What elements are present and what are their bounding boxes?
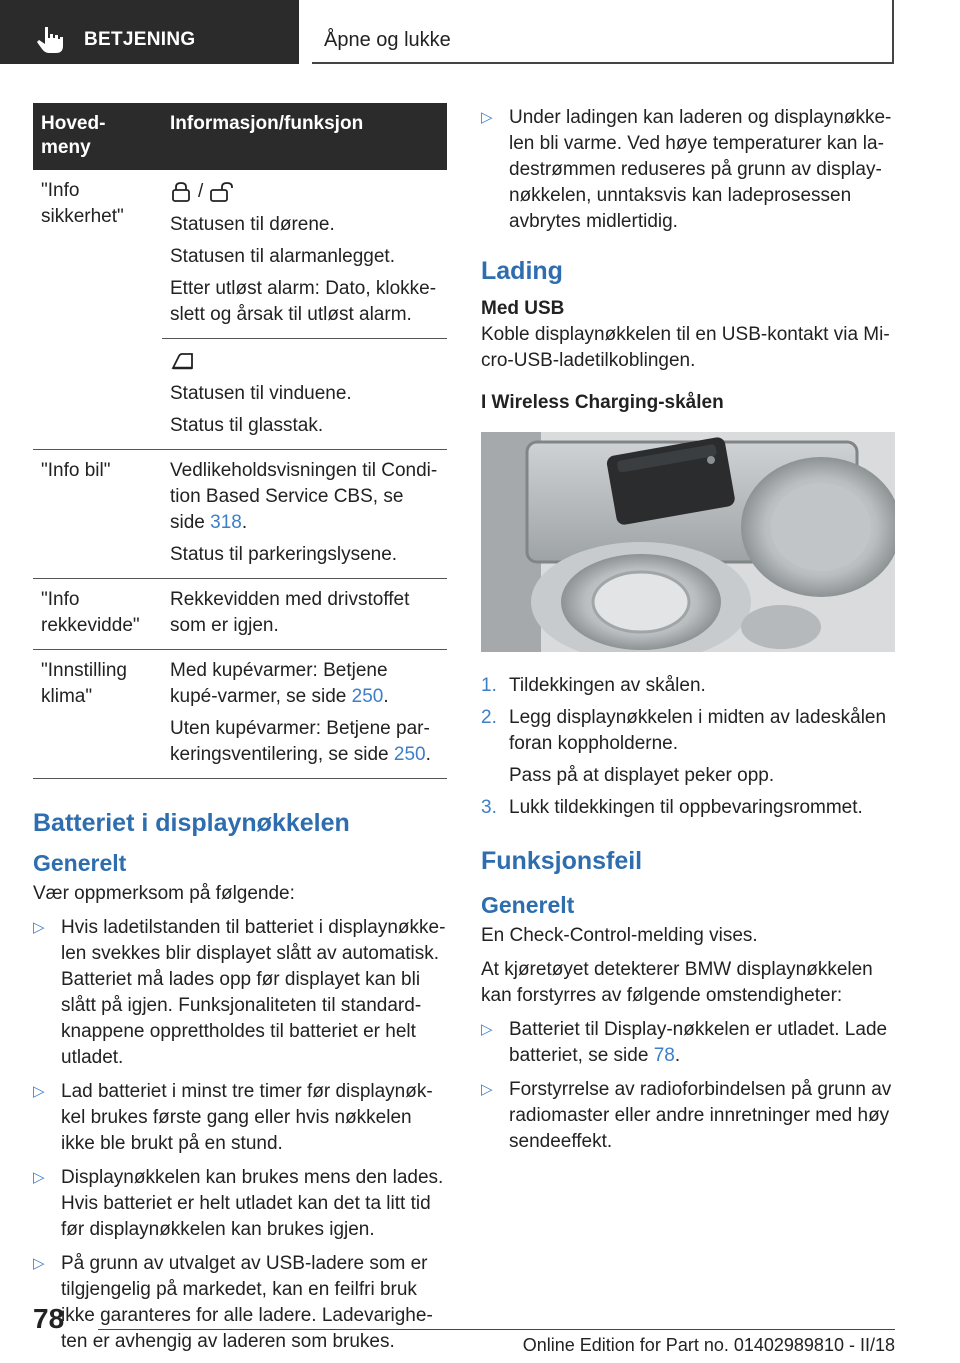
info-line: Statusen til vinduene. [170, 383, 352, 404]
row-info [162, 650, 447, 779]
wireless-charging-tray-photo [481, 432, 895, 652]
battery-list-continued [481, 105, 895, 235]
battery-general-heading: Generelt [33, 850, 127, 876]
info-line: Status til parkeringslysene. [170, 544, 398, 565]
list-item: ▷ Under ladingen kan laderen og displaynøkke-len bli varme. Ved høye temperaturer kan la-destrømmen reduseres på grunn av display-nøkkelen, unntaksvis kan ladeprosessen avbrytes midlertidig. [481, 107, 892, 232]
table-header-menu: Hoved-meny [33, 103, 162, 170]
info-line: Statusen til alarmanlegget. [170, 246, 395, 267]
footer-rule [98, 1329, 895, 1330]
malfunction-heading: Funksjonsfeil [481, 847, 643, 875]
page-link[interactable]: 250 [351, 686, 384, 707]
left-column [33, 103, 447, 1363]
list-item: ▷ Hvis ladetilstanden til batteriet i displaynøkke-len svekkes blir displayet slått av automatisk. Batteriet må lades opp før displayet kan bli slått på igjen. Funksjonaliteten til standard-knappene opprettholdes til batteriet er helt utladet. [33, 917, 446, 1068]
malfunction-general-heading: Generelt [481, 892, 575, 918]
battery-list [33, 915, 447, 1355]
menu-table [33, 103, 447, 779]
info-line: Rekkevidden med drivstoffet som er igjen. [170, 589, 410, 636]
info-line: Uten kupévarmer: Betjene par-keringsventilering, se side 250. [170, 718, 431, 765]
lock-closed-icon [170, 181, 192, 203]
triangle-bullet-icon: ▷ [33, 919, 45, 936]
edition-note: Online Edition for Part no. 01402989810 - II/18 [522, 1335, 895, 1355]
list-item: 2. Legg displaynøkkelen i midten av ladeskålen foran koppholderne. Pass på at displayet peker opp. [481, 705, 895, 789]
info-line: Med kupévarmer: Betjene kupé-varmer, se side 250. [170, 660, 389, 707]
triangle-bullet-icon: ▷ [481, 1081, 493, 1098]
step-note: Pass på at displayet peker opp. [509, 765, 775, 786]
row-label: "Info rekkevidde" [33, 579, 162, 650]
table-row [33, 170, 447, 339]
battery-intro: Vær oppmerksom på følgende: [33, 883, 295, 904]
info-line: Etter utløst alarm: Dato, klokke-slett og årsak til utløst alarm. [170, 278, 437, 325]
list-item: ▷ Displaynøkkelen kan brukes mens den lades. Hvis batteriet er helt utladet kan det ta litt tid før displaynøkkelen kan brukes igjen. [33, 1167, 444, 1240]
battery-heading: Batteriet i displaynøkkelen [33, 809, 350, 837]
info-line: Statusen til dørene. [170, 214, 335, 235]
charging-steps [481, 673, 895, 821]
step-number: 2. [481, 707, 497, 728]
row-info [162, 579, 447, 650]
section-label: BETJENING [84, 29, 196, 50]
malfunction-p2: At kjøretøyet detekterer BMW displaynøkkelen kan forstyrres av følgende omstendigheter: [481, 959, 873, 1006]
row-label: "Info bil" [33, 450, 162, 579]
window-icon [170, 350, 196, 372]
table-row [33, 450, 447, 579]
lock-status-icons [170, 178, 439, 206]
malfunction-p1: En Check-Control-melding vises. [481, 925, 758, 946]
table-header-info: Informasjon/funksjon [162, 103, 447, 170]
row-info [162, 339, 447, 450]
triangle-bullet-icon: ▷ [481, 109, 493, 126]
info-line: Vedlikeholdsvisningen til Condi-tion Based Service CBS, se side 318. [170, 460, 438, 533]
row-label: "Innstilling klima" [33, 650, 162, 779]
charging-heading: Lading [481, 257, 563, 285]
triangle-bullet-icon: ▷ [481, 1021, 493, 1038]
window-status-icons [170, 347, 439, 375]
wireless-heading: I Wireless Charging-skålen [481, 392, 724, 413]
page-number: 78 [33, 1303, 65, 1334]
page-link[interactable]: 78 [653, 1045, 675, 1066]
chapter-header [312, 0, 894, 64]
table-row [33, 579, 447, 650]
icon-separator: / [198, 181, 204, 202]
list-item: ▷ Forstyrrelse av radioforbindelsen på grunn av radiomaster eller andre innretninger med høy sendeeffekt. [481, 1079, 892, 1152]
step-number: 1. [481, 675, 497, 696]
row-label: "Info sikkerhet" [33, 170, 162, 450]
chapter-title: Åpne og lukke [324, 29, 451, 51]
list-item: 3. Lukk tildekkingen til oppbevaringsrommet. [481, 795, 895, 821]
table-row [33, 650, 447, 779]
step-number: 3. [481, 797, 497, 818]
section-header [0, 0, 299, 64]
right-column [481, 103, 895, 1163]
page-link[interactable]: 318 [210, 512, 242, 533]
page-link[interactable]: 250 [393, 744, 426, 765]
row-info [162, 450, 447, 579]
usb-heading: Med USB [481, 298, 565, 319]
hand-pointer-icon [34, 24, 66, 56]
list-item: 1. Tildekkingen av skålen. [481, 673, 895, 699]
list-item: ▷ Batteriet til Display-nøkkelen er utladet. Lade batteriet, se side 78. [481, 1019, 888, 1066]
triangle-bullet-icon: ▷ [33, 1255, 45, 1272]
triangle-bullet-icon: ▷ [33, 1169, 45, 1186]
triangle-bullet-icon: ▷ [33, 1083, 45, 1100]
lock-open-icon [209, 181, 235, 203]
malfunction-list [481, 1017, 895, 1155]
usb-text: Koble displaynøkkelen til en USB-kontakt via Mi-cro-USB-ladetilkoblingen. [481, 324, 890, 371]
list-item: ▷ Lad batteriet i minst tre timer før displaynøk-kel brukes første gang eller hvis nøkkelen ikke ble brukt på en stund. [33, 1081, 433, 1154]
list-item: ▷ På grunn av utvalget av USB-ladere som er tilgjengelig på markedet, kan en feilfri bruk ikke garanteres for alle ladere. Ladevarighe-ten er avhengig av laderen som brukes. [33, 1253, 433, 1352]
info-line: Status til glasstak. [170, 415, 324, 436]
row-info [162, 170, 447, 339]
